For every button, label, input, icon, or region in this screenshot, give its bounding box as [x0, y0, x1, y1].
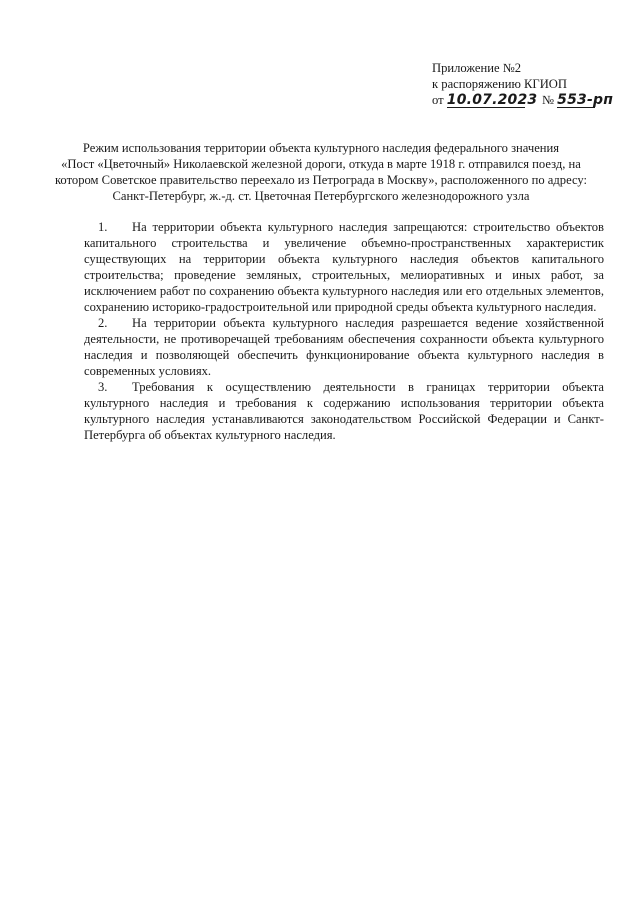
document-title	[52, 140, 590, 204]
paragraph-1	[84, 219, 604, 315]
paragraph-3	[84, 379, 604, 443]
title-line: «Пост «Цветочный» Николаевской железной дороги, откуда в марте 1918 г. отправился поезд, на	[61, 157, 581, 171]
paragraph-text: Требования к осуществлению деятельности в границах территории объекта культурного наследия и требования к содержанию использования территории объекта культурного наследия устанавливаются законодательством Российской Федерации и Санкт-Петербурга об объектах культурного наследия.	[84, 380, 604, 442]
paragraph-text: На территории объекта культурного наследия запрещаются: строительство объектов капитального строительства и увеличение объемно-пространственных характеристик существующих на территории объекта культурного наследия объектов капитального строительства; проведение земляных, строительных, мелиоративных и иных работ, за исключением работ по сохранению объекта культурного наследия или его отдельных элементов, сохранению историко-градостроительной или природной среды объекта культурного наследия.	[84, 220, 604, 314]
appendix-date-number-line	[432, 92, 632, 108]
paragraph-number: 1.	[98, 220, 108, 234]
paragraph-2	[84, 315, 604, 379]
paragraph-text: На территории объекта культурного наследия разрешается ведение хозяйственной деятельности, не противоречащей требованиям обеспечения сохранности объекта культурного наследия и позволяющей обеспечить функционирование объекта культурного наследия в современных условиях.	[84, 316, 604, 378]
appendix-reference: к распоряжению КГИОП	[432, 77, 567, 91]
paragraph-number: 3.	[98, 380, 108, 394]
date-prefix: от	[432, 93, 444, 107]
title-line: Режим использования территории объекта культурного наследия федерального значения	[82, 141, 560, 155]
title-line: Санкт-Петербург, ж.-д. ст. Цветочная Петербургского железнодорожного узла	[112, 189, 530, 203]
handwritten-date: 10.07.2023	[446, 92, 538, 108]
handwritten-number: 553-рп	[557, 92, 614, 108]
paragraph-number: 2.	[98, 316, 108, 330]
document-body	[84, 219, 604, 443]
title-line: котором Советское правительство переехало из Петрограда в Москву», расположенного по адресу:	[54, 173, 588, 187]
appendix-title: Приложение №2	[432, 61, 522, 75]
number-prefix: №	[541, 93, 554, 107]
appendix-header	[432, 60, 632, 108]
